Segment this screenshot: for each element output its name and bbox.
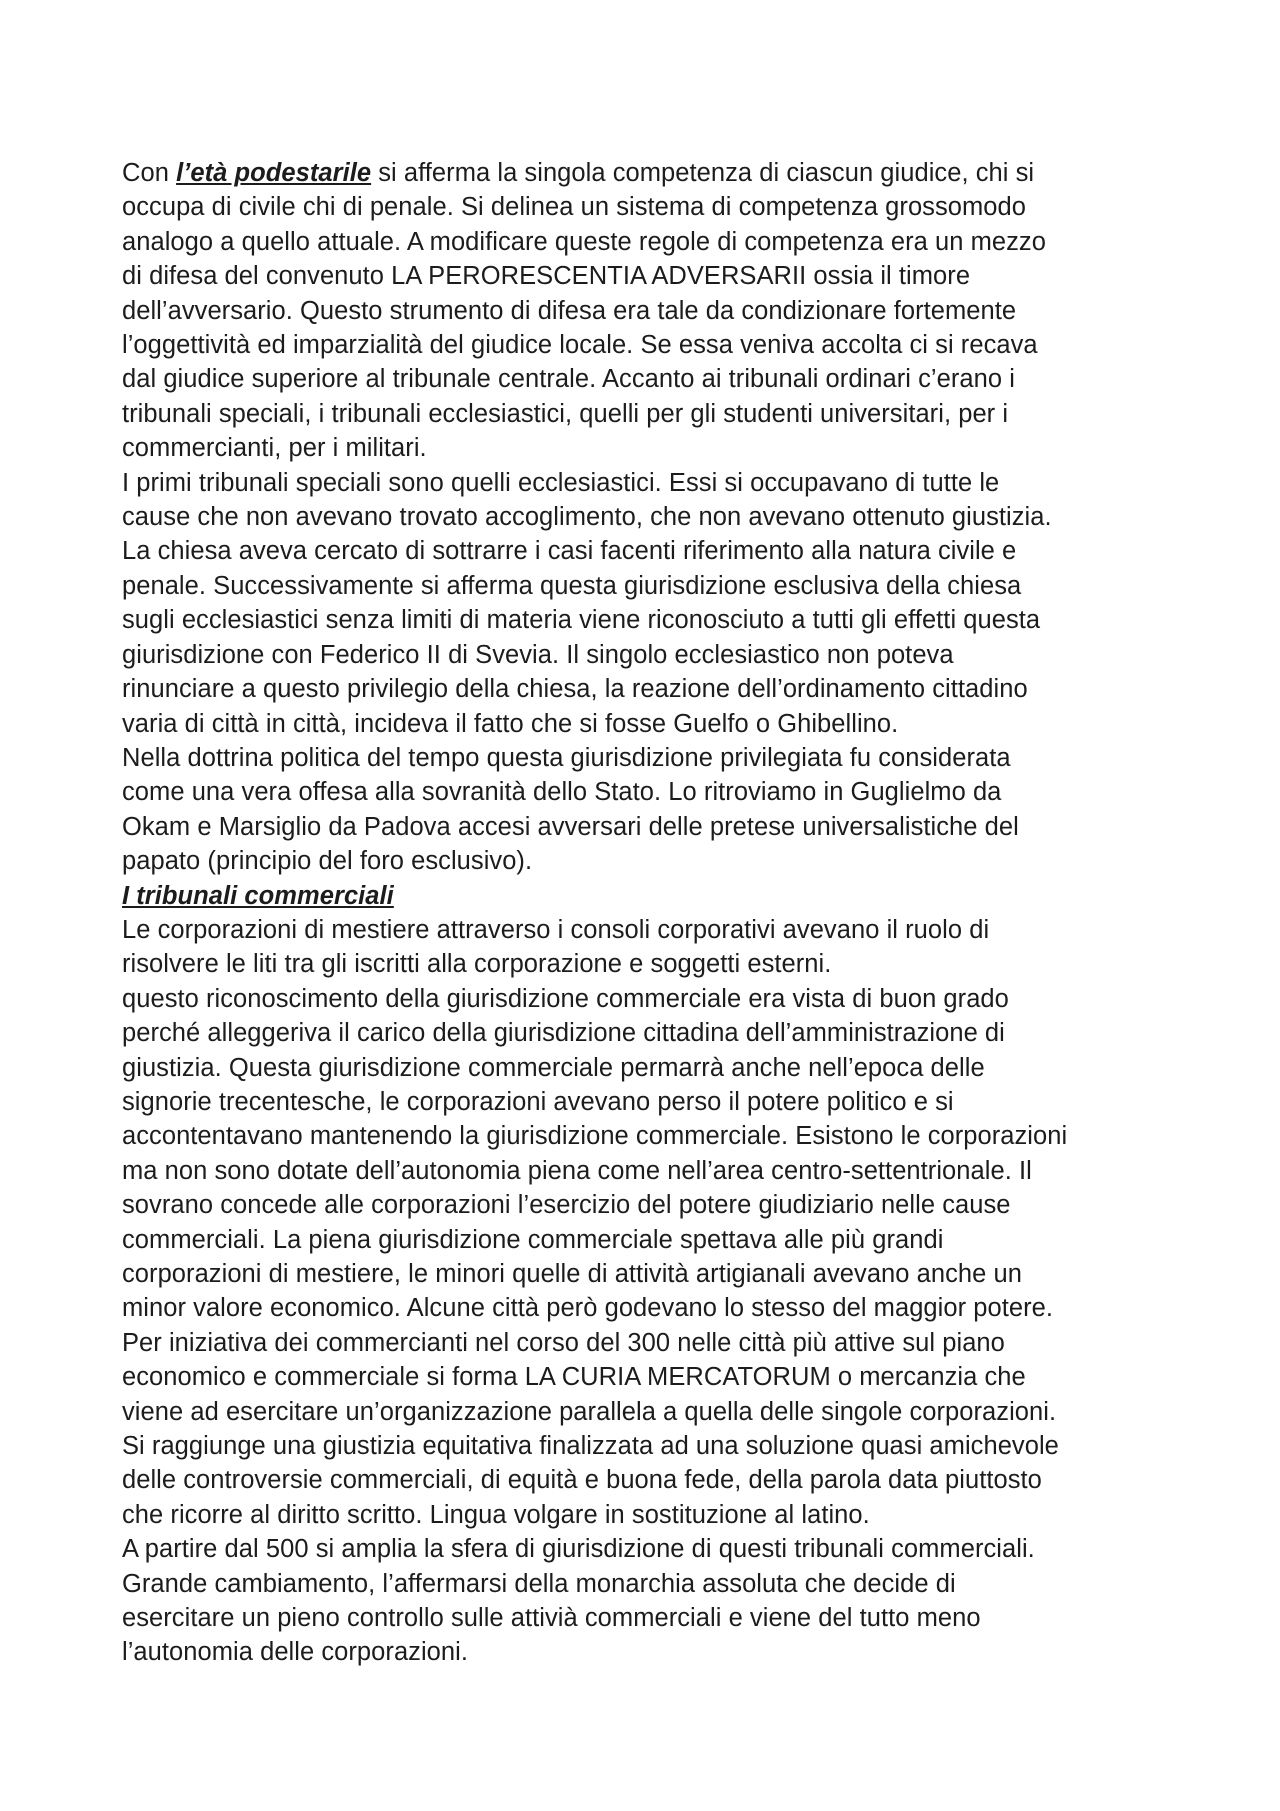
paragraph-body-text: si afferma la singola competenza di ciascun giudice, chi si occupa di civile chi di penale. Si delinea un sistema di competenza grossomodo analogo a quello attuale. A modificare queste regole di competenza era un mezzo di difesa del convenuto LA PERORESCENTIA ADVERSARII ossia il timore dell’avversario. Questo strumento di difesa era tale da condizionare fortemente l’oggettività ed imparzialità del giudice locale. Se essa veniva accolta ci si recava dal giudice superiore al tribunale centrale. Accanto ai tribunali ordinari c’erano i tribunali speciali, i tribunali ecclesiastici, quelli per gli studenti universitari, per i commercianti, per i militari.	[122, 159, 1046, 463]
paragraph-monarchia-assoluta: A partire dal 500 si amplia la sfera di giurisdizione di questi tribunali commerciali. Grande cambiamento, l’affermarsi della monarchia assoluta che decide di esercitare un pieno controllo sulle attivià commerciali e viene del tutto meno l’autonomia delle corporazioni.	[122, 1535, 1035, 1667]
section-heading-tribunali-commerciali: I tribunali commerciali	[122, 881, 394, 910]
paragraph-giurisdizione-commerciale: questo riconoscimento della giurisdizione commerciale era vista di buon grado perché alleggeriva il carico della giurisdizione cittadina dell’amministrazione di giustizia. Questa giurisdizione commerciale permarrà anche nell’epoca delle signorie trecentesche, le corporazioni avevano perso il potere politico e si accontentavano mantenendo la giurisdizione commerciale. Esistono le corporazioni ma non sono dotate dell’autonomia piena come nell’area centro-settentrionale. Il sovrano concede alle corporazioni l’esercizio del potere giudiziario nelle cause commerciali. La piena giurisdizione commerciale spettava alle più grandi corporazioni di mestiere, le minori quelle di attività artigianali avevano anche un minor valore economico. Alcune città però godevano lo stesso del maggior potere. Per iniziativa dei commercianti nel corso del 300 nelle città più attive sul piano economico e commerciale si forma LA CURIA MERCATORUM o mercanzia che viene ad esercitare un’organizzazione parallela a quella delle singole corporazioni. Si raggiunge una giustizia equitativa finalizzata ad una soluzione quasi amichevole delle controversie commerciali, di equità e buona fede, della parola data piuttosto che ricorre al diritto scritto. Lingua volgare in sostituzione al latino.	[122, 984, 1068, 1529]
paragraph-dottrina-politica: Nella dottrina politica del tempo questa giurisdizione privilegiata fu considerata come una vera offesa alla sovranità dello Stato. Lo ritroviamo in Guglielmo da Okam e Marsiglio da Padova accesi avversari delle pretese universalistiche del papato (principio del foro esclusivo).	[122, 743, 1019, 876]
paragraph-intro-text: Con	[122, 159, 177, 187]
document-page	[122, 156, 1182, 1670]
paragraph-tribunali-ecclesiastici: I primi tribunali speciali sono quelli ecclesiastici. Essi si occupavano di tutte le cause che non avevano trovato accoglimento, che non avevano ottenuto giustizia. La chiesa aveva cercato di sottrarre i casi facenti riferimento alla natura civile e penale. Successivamente si afferma questa giurisdizione esclusiva della chiesa sugli ecclesiastici senza limiti di materia viene riconosciuto a tutti gli effetti questa giurisdizione con Federico II di Svevia. Il singolo ecclesiastico non poteva rinunciare a questo privilegio della chiesa, la reazione dell’ordinamento cittadino varia di città in città, incideva il fatto che si fosse Guelfo o Ghibellino.	[122, 468, 1052, 738]
paragraph-corporazioni: Le corporazioni di mestiere attraverso i consoli corporativi avevano il ruolo di risolvere le liti tra gli iscritti alla corporazione e soggetti esterni.	[122, 915, 990, 979]
emphasis-eta-podestarile: l’età podestarile	[176, 159, 372, 187]
paragraph-eta-podestarile	[122, 156, 1182, 466]
